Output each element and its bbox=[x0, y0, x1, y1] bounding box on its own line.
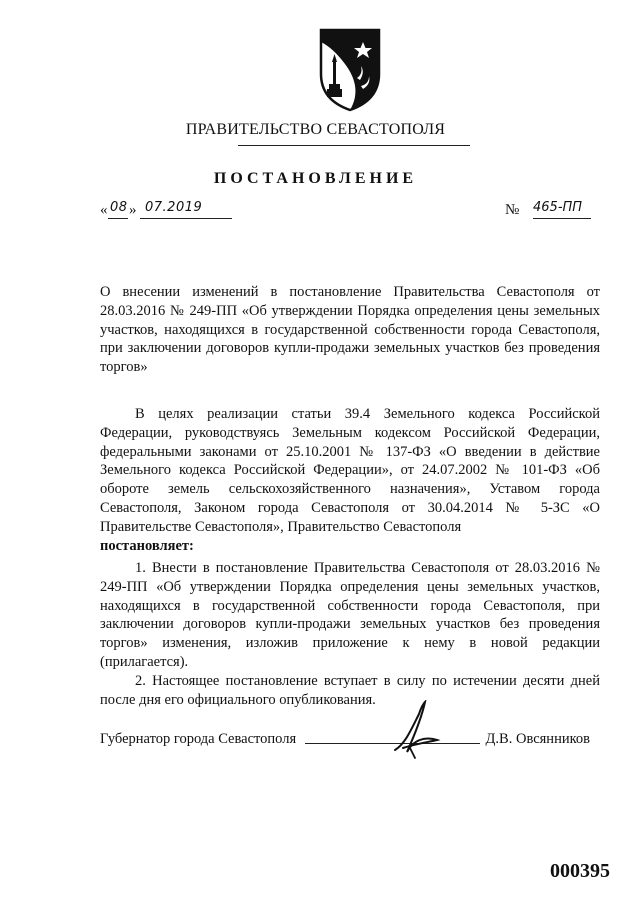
number-sign: № bbox=[505, 202, 520, 218]
signature-block bbox=[100, 731, 600, 753]
organization-name: ПРАВИТЕЛЬСТВО СЕВАСТОПОЛЯ bbox=[185, 121, 446, 138]
signatory-name: Д.В. Овсянников bbox=[485, 731, 590, 747]
resolution-item-2: 2. Настоящее постановление вступает в силу по истечении десяти дней после дня его официального опубликования. bbox=[100, 672, 600, 708]
date-month-year: 07.2019 bbox=[145, 200, 203, 215]
title-text: О внесении изменений в постановление Правительства Севастополя от 28.03.2016 № 249-ПП «Об утверждении Порядка определения цены земельных участков, находящихся в государственной собственности города Севастополя, при заключении договоров купли-продажи земельных участков без проведения торгов» bbox=[100, 284, 600, 376]
date-day: 08 bbox=[110, 200, 128, 215]
preamble-text: В целях реализации статьи 39.4 Земельного кодекса Российской Федерации, руководствуясь Земельным кодексом Российской Федерации, федеральными законами от 25.10.2001 № 137-ФЗ «О введении в действие Земельного кодекса Российской Федерации», от 24.07.2002 № 101-ФЗ «Об обороте земель сельскохозяйственного назначения», Уставом города Севастополя, Законом города Севастополя от 30.04.2014 № 5-ЗС «О Правительстве Севастополя», Правительство Севастополя bbox=[100, 406, 600, 535]
document-date bbox=[100, 200, 235, 222]
number-value: 465-ПП bbox=[533, 200, 583, 215]
date-open-quote: « bbox=[100, 202, 108, 218]
resolution-item-1: 1. Внести в постановление Правительства Севастополя от 28.03.2016 № 249-ПП «Об утверждении Порядка определения цены земельных участков, находящихся в государственной собственности города Севастополя, при заключении договоров купли-продажи земельных участков без проведения торгов» изменения, изложив приложение к нему в новой редакции (прилагается). bbox=[100, 560, 600, 670]
document-number bbox=[505, 200, 605, 222]
number-underline bbox=[533, 218, 591, 219]
resolution-items bbox=[100, 559, 600, 709]
header-divider bbox=[238, 145, 470, 146]
resolves-word: постановляет: bbox=[100, 537, 194, 554]
handwritten-signature-icon bbox=[385, 700, 455, 760]
signatory-position: Губернатор города Севастополя bbox=[100, 731, 297, 747]
date-underline bbox=[140, 218, 232, 219]
date-close-quote: » bbox=[129, 202, 137, 218]
document-title bbox=[100, 283, 600, 377]
date-day-underline bbox=[108, 218, 128, 219]
preamble-block bbox=[100, 405, 600, 555]
serial-number: 000395 bbox=[550, 860, 610, 882]
coat-of-arms-icon bbox=[319, 28, 381, 112]
document-type: ПОСТАНОВЛЕНИЕ bbox=[213, 170, 418, 187]
